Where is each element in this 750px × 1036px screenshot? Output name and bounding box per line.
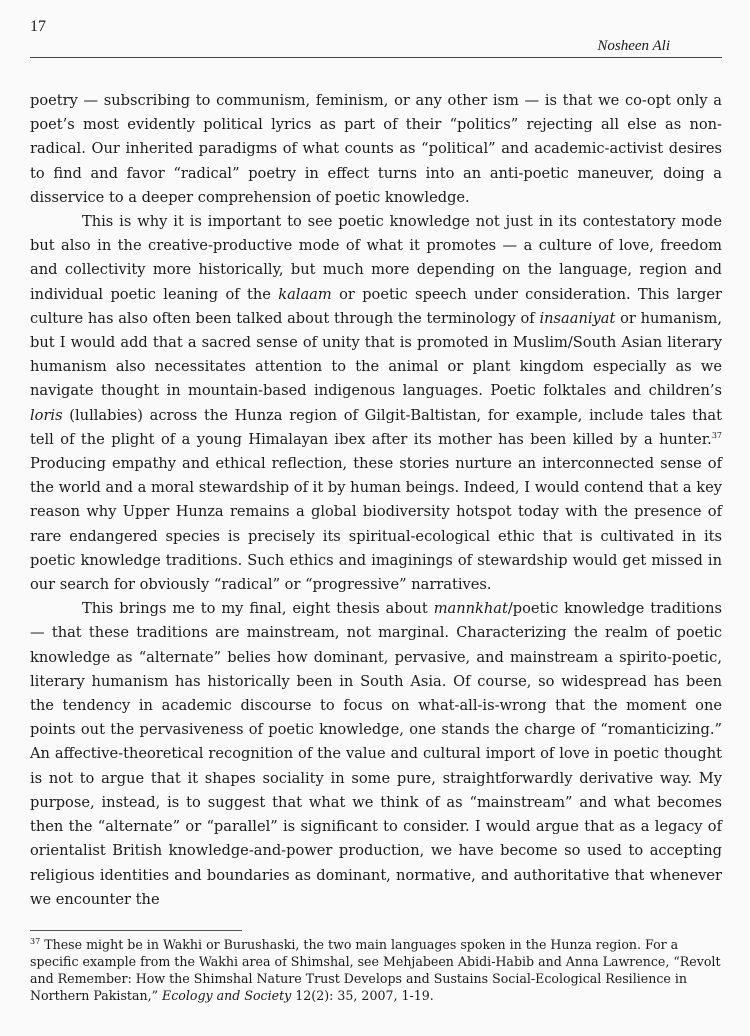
term-mannkhat: mannkhat [433,600,508,618]
body-text [30,89,722,912]
term-loris: loris [30,406,63,424]
p2-text-a: This is why it is important to see poetic knowledge not just in its contestatory mode but also in the creative-productive mode of what it promotes — a culture of love, freedom and collectivity more historically, but much more depending on the language, region and individual poetic leaning of the [30,213,722,303]
footnote-reference[interactable]: 37 [711,430,722,440]
page-number: 17 [30,18,46,35]
paragraph-1: poetry — subscribing to communism, feminism, or any other ism — is that we co-opt only a poet’s most evidently political lyrics as part of their “politics” rejecting all else as non-radical. Our inherited paradigms of what counts as “political” and academic-activist desires to find and favor “radical” poetry in effect turns into an anti-poetic maneuver, doing a disservice to a deeper comprehension of poetic knowledge. [30,92,722,206]
paragraph-3 [30,597,722,912]
footnote-journal: Ecology and Society [162,988,292,1003]
footnote-text: These might be in Wakhi or Burushaski, the two main languages spoken in the Hunza region. For a specific example from the Wakhi area of Shimshal, see Mehjabeen Abidi-Habib and Anna Lawrence, “Revolt and Remember: How the Shimshal Nature Trust Develops and Sustains Social-Ecological Resilience in Northern Pakistan,” [30,937,721,1003]
p2-text-d: (lullabies) across the Hunza region of Gilgit-Baltistan, for example, include tales that tell of the plight of a young Himalayan ibex after its mother has been killed by a hunter. [30,406,722,448]
paragraph-2 [30,210,722,597]
footnote [30,936,722,1004]
term-insaaniyat: insaaniyat [539,309,616,327]
footnote-number: 37 [30,936,41,946]
term-kalaam: kalaam [278,285,332,303]
footnote-citation: 12(2): 35, 2007, 1-19. [291,988,434,1003]
header-rule [30,57,722,58]
p3-text-b: /poetic knowledge traditions — that these traditions are mainstream, not marginal. Characterizing the realm of poetic knowledge as “alternate” belies how dominant, pervasive, and mainstream a spirito-poetic, literary humanism has historically been in South Asia. Of course, so widespread has been the tendency in academic discourse to focus on what-all-is-wrong that the moment one points out the pervasiveness of poetic knowledge, one stands the charge of “romanticizing.” An affective-theoretical recognition of the value and cultural import of love in poetic thought is not to argue that it shapes sociality in some pure, straightforwardly derivative way. My purpose, instead, is to suggest that what we think of as “mainstream” and what becomes then the “alternate” or “parallel” is significant to consider. I would argue that as a legacy of orientalist British knowledge-and-power production, we have become so used to accepting religious identities and boundaries as dominant, normative, and authoritative that whenever we encounter the [30,600,722,908]
p2-text-b: or poetic speech under consideration. This larger culture has also often been talked about through the terminology of [30,285,722,327]
p2-text-e: Producing empathy and ethical reflection, these stories nurture an interconnected sense of the world and a moral stewardship of it by human beings. Indeed, I would contend that a key reason why Upper Hunza remains a global biodiversity hotspot today with the presence of rare endangered species is precisely its spiritual-ecological ethic that is cultivated in its poetic knowledge traditions. Such ethics and imaginings of stewardship would get missed in our search for obviously “radical” or “progressive” narratives. [30,455,722,594]
p2-text-c: or humanism, but I would add that a sacred sense of unity that is promoted in Muslim/South Asian literary humanism also necessitates attention to the animal or plant kingdom especially as we navigate thought in mountain-based indigenous languages. Poetic folktales and children’s [30,309,722,400]
footnote-rule [30,930,242,931]
running-head-author: Nosheen Ali [597,38,670,54]
p3-text-a: This brings me to my final, eight thesis about [82,600,434,618]
